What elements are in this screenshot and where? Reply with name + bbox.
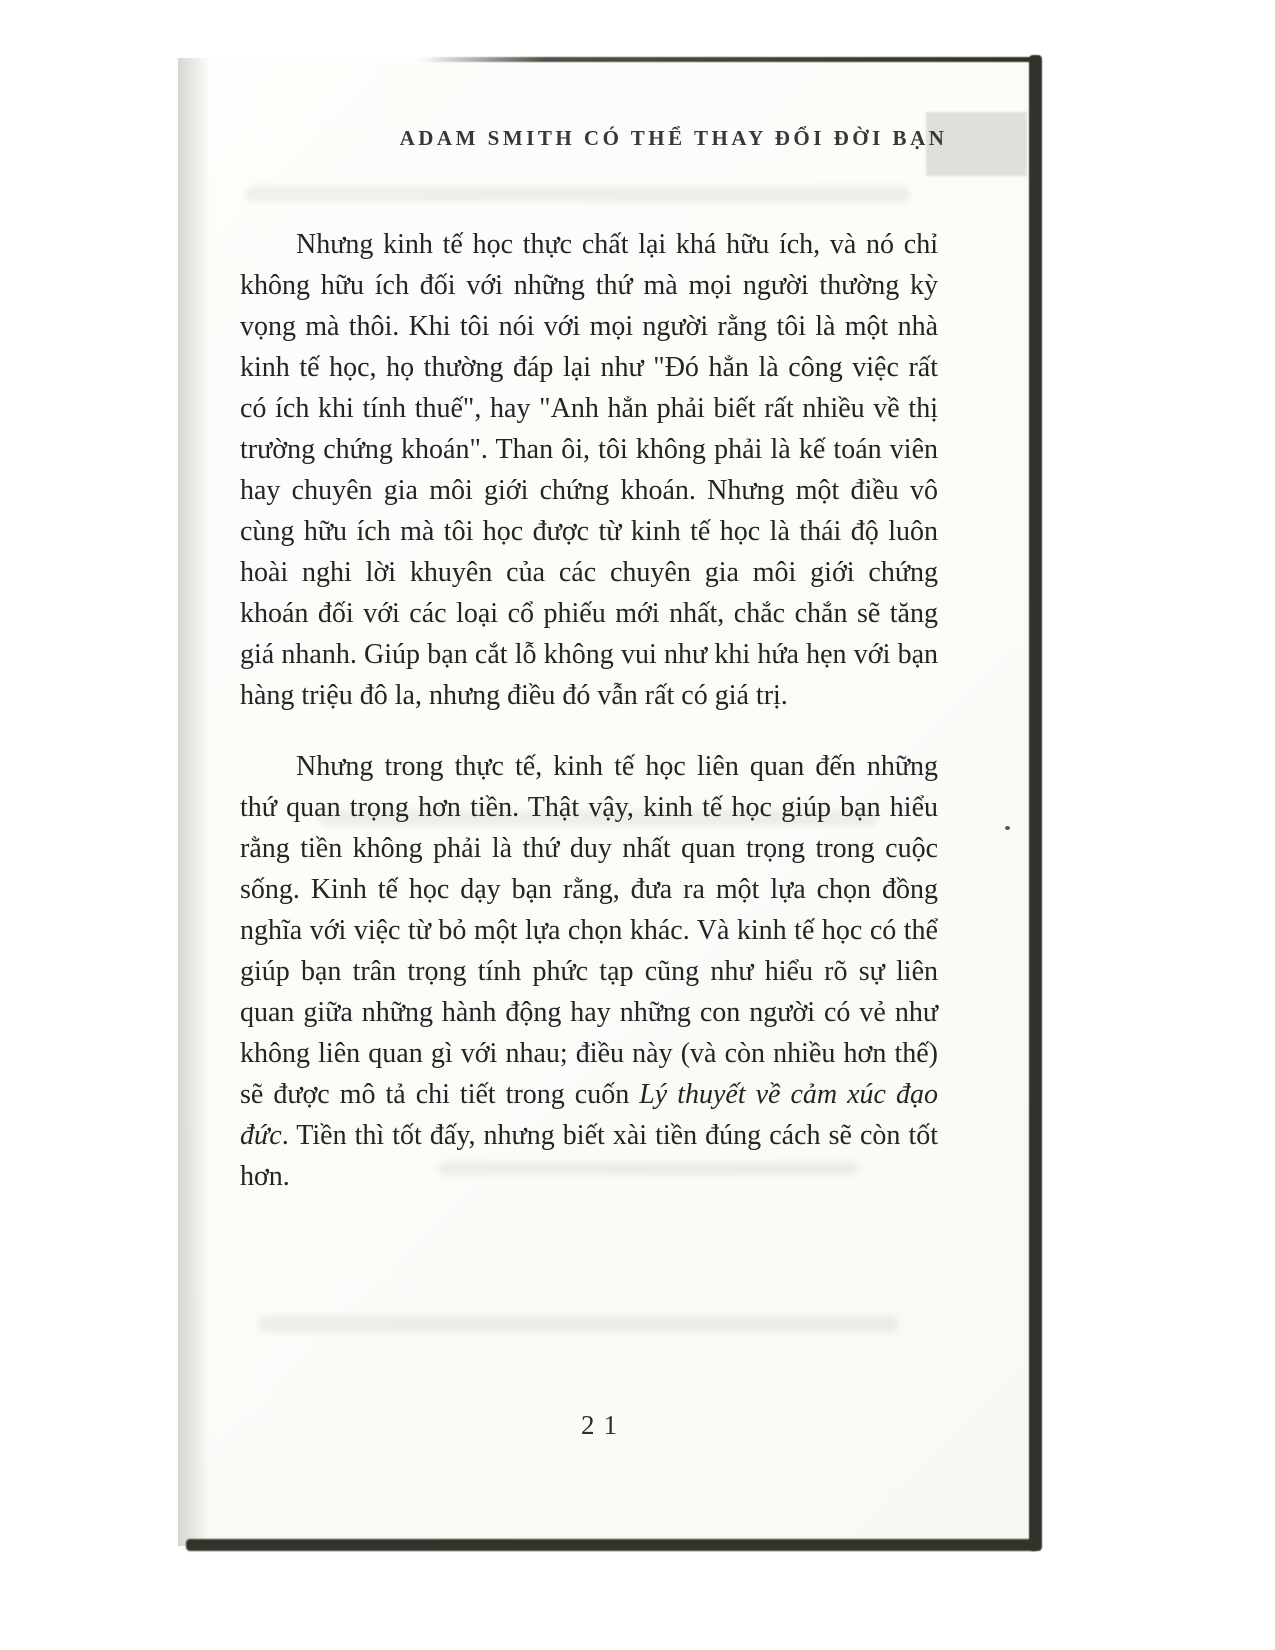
- running-header: ADAM SMITH CÓ THỂ THAY ĐỔI ĐỜI BẠN: [399, 126, 948, 150]
- book-cover-edge-top: [420, 57, 1038, 62]
- scan-bleed-artifact: [258, 1316, 898, 1332]
- book-cover-edge-bottom: [186, 1539, 1038, 1551]
- binding-shadow: [178, 58, 210, 1546]
- body-paragraph: [240, 746, 938, 1197]
- body-paragraph: [240, 224, 938, 716]
- text-run: Nhưng trong thực tế, kinh tế học liên quan đến những thứ quan trọng hơn tiền. Thật vậy, kinh tế học giúp bạn hiểu rằng tiền không phải là thứ duy nhất quan trọng trong cuộc sống. Kinh tế học dạy bạn rằng, đưa ra một lựa chọn đồng nghĩa với việc từ bỏ một lựa chọn khác. Và kinh tế học có thể giúp bạn trân trọng tính phức tạp cũng như hiểu rõ sự liên quan giữa những hành động hay những con người có vẻ như không liên quan gì với nhau; điều này (và còn nhiều hơn thế) sẽ được mô tả chi tiết trong cuốn: [240, 751, 938, 1110]
- body-text: [240, 224, 938, 1227]
- page-number: 21: [581, 1410, 626, 1440]
- book-page: [178, 58, 1029, 1546]
- text-run: Nhưng kinh tế học thực chất lại khá hữu ích, và nó chỉ không hữu ích đối với những thứ mà mọi người thường kỳ vọng mà thôi. Khi tôi nói với mọi người rằng tôi là một nhà kinh tế học, họ thường đáp lại như "Đó hẳn là công việc rất có ích khi tính thuế", hay "Anh hẳn phải biết rất nhiều về thị trường chứng khoán". Than ôi, tôi không phải là kế toán viên hay chuyên gia môi giới chứng khoán. Nhưng một điều vô cùng hữu ích mà tôi học được từ kinh tế học là thái độ luôn hoài nghi lời khuyên của các chuyên gia môi giới chứng khoán đối với các loại cổ phiếu mới nhất, chắc chắn sẽ tăng giá nhanh. Giúp bạn cắt lỗ không vui như khi hứa hẹn với bạn hàng triệu đô la, nhưng điều đó vẫn rất có giá trị.: [240, 229, 938, 711]
- scan-bleed-artifact: [245, 186, 910, 202]
- scan-speck: [1005, 826, 1010, 830]
- text-run: . Tiền thì tốt đấy, nhưng biết xài tiền đúng cách sẽ còn tốt hơn.: [240, 1120, 938, 1192]
- book-cover-edge-right: [1029, 55, 1042, 1551]
- book-title-italic: Lý thuyết về cảm xúc đạo đức: [240, 1079, 938, 1151]
